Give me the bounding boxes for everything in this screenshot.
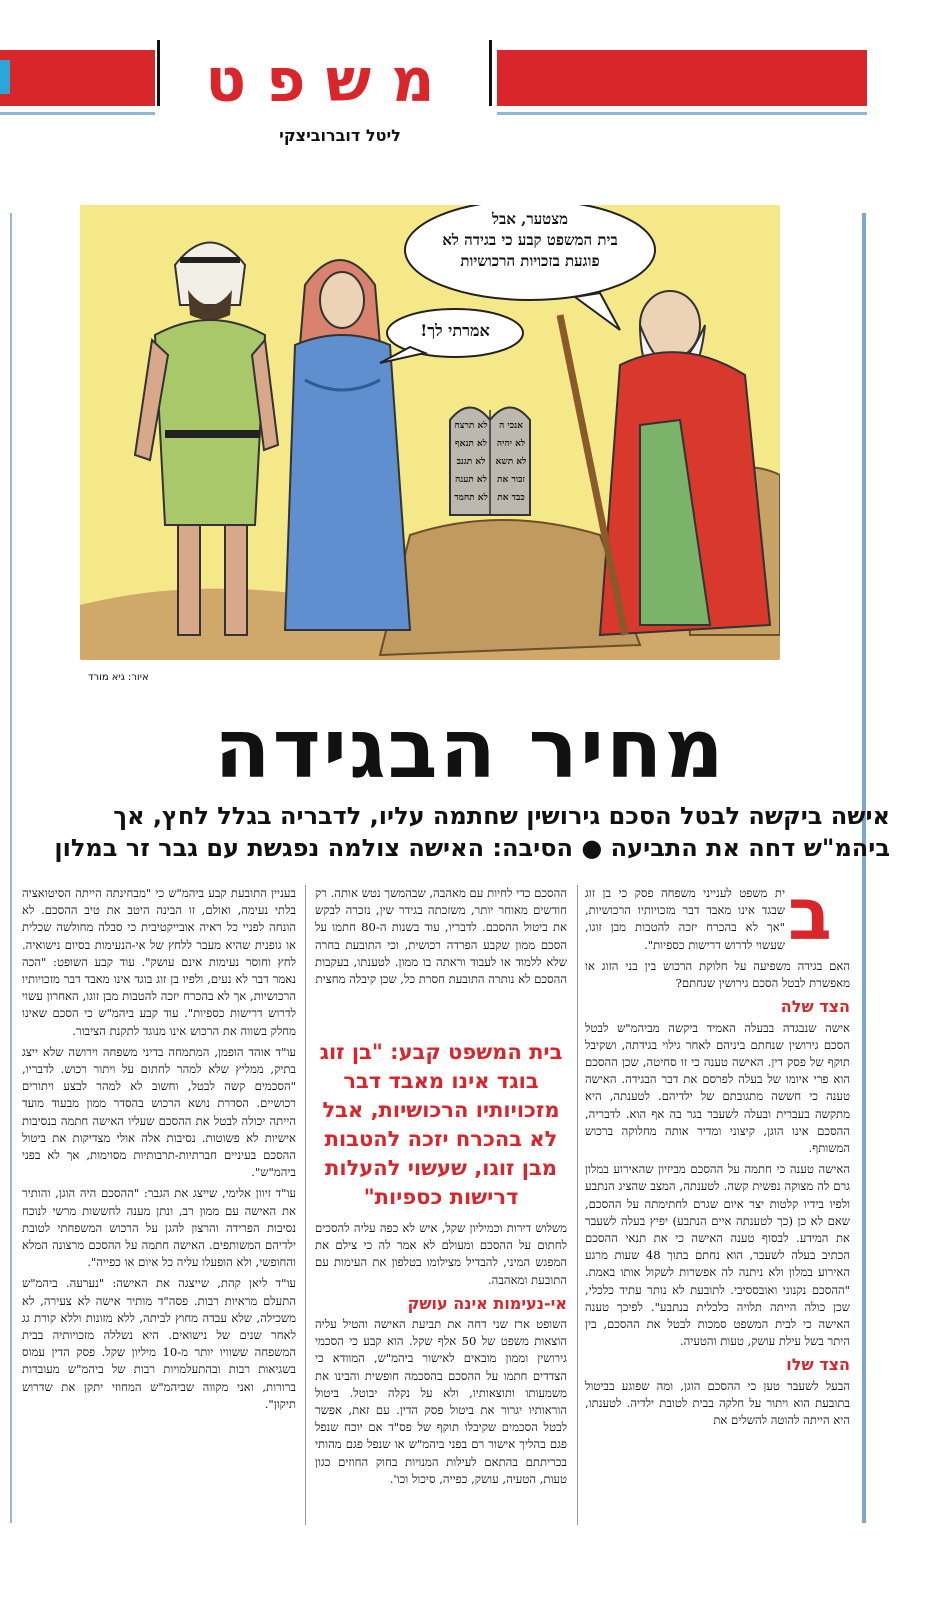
tablet-left: לא תרצח לא תנאף לא תגנב לא תענה לא תחמד [454,421,488,503]
author-byline: ליטל דוברוביצקי [279,126,401,145]
paragraph: אישה שנבגדה בבעלה האמיד ביקשה מביהמ"ש לבטל הסכם גירושין שנחתם ביניהם לאחר גילוי בגידתה, ושקיבל תוקף של פסק דין. האישה טענה כי זו סחיטה, שכן ההסכם הוא פרי איומו של בעלה לפרסם את דבר הבגידה. האישה טענה כי חששה מתגובתם של ילדיהם. לטענתה, היא מתקשה בעברית ובעלה לשעבר בגר בה אף הוא. לדבריה, ההסכם אינו הוגן, קיצוני ומדיר אותה מחלוקה ברכוש המשותף. [585,1020,850,1156]
paragraph: עו"ד זיוון אלימי, שייצג את הגבר: "ההסכם היה הוגן, והותיר את האישה עם ממון רב, ונתן מענה לחששות מרשי לנוכח נסיבות הפרידה והרצון להגן על הרכוש המשפחתי לטובת ילדיהם המשותפים. האישה חתמה על ההסכם מרצונה המלא והחופשי, ולא הופעלו עליה כל איום או כפייה". [22,1186,296,1270]
tablet-right: אנכי ה לא יהיה לא תשא זכור את כבד את [495,421,527,503]
cartoon-drawing [80,205,780,660]
drop-cap: ב [788,872,832,956]
paragraph: ית משפט לענייני משפחה פסק כי בן זוג שבגד אינו מאבד דבר מזכויותיו הרכושיות, "אך לא בהכרח יזכה להטבות מבן זוגו, שעשוי לדרוש דרישות כספיות". [585,886,785,952]
moses-speech-line2: בית המשפט קבע כי בגידה לא [442,231,618,249]
subhead-line1: אישה ביקשה לבטל הסכם גירושין שחתמה עליו, לדבריה בגלל לחץ, אך [113,802,890,830]
article-column-1-intro [585,885,785,954]
paragraph: עו"ד ליאן קהת, שייצגה את האישה: "נערעה. ביהמ"ש התעלם מראיות רבות. פסה"ד מותיר אישה לא צעירה, לא משכילה, שלא עבדה מחוץ לביתה, ללא מזונות וללא קורת גג לאחר שנים של נישואים. היא נשללה מזכויותיה בבית המשפחה ששוויו יותר מ-10 מיליון שקל. פסק הדין עמוס בשגיאות רבות ובהתעלמויות רבות של ביהמ"ש מעובדות ברורות, ואני מקווה שביהמ"ש המחוזי יתקן את שדרוש תיקון". [22,1276,297,1411]
paragraph: האישה טענה כי חתמה על ההסכם מביזיון שהאירוע במלון גרם לה מצוקה נפשית קשה. לטענתה, המצב שהציג הנתבע ולפיו בידיו קלטות יצר איום שגרם לחתימתה על ההסכם, שאם לא כן (כך לטענתה איים הנתבע) יפיץ בעלה לשעבר את המידע. לבסוף טענה האישה כי את תנאי ההסכם הכתיב בעלה לשעבר, הוא נחתם בתוך 48 שעות מרגע האירוע במלון ולא ניתנה לה אפשרות לשקול אותו באמת. "ההסכם נקנוני ואובססיבי. לתובעת לא נותר עתיד כלכלי, שכן כולה הייתה תלויה כלכלית בנתבע". לפיכך טענה האישה כי לבית המשפט סמכות לבטל את ההסכם, בין היתר בשל עילת עושק, טעות והטעיה. [585,1162,850,1349]
paragraph: האם בגידה משפיעה על חלוקת הרכוש בין בני הזוג או מאפשרת לבטל הסכם גירושין שנחתם? [585,959,850,991]
subheading-ruling: אי-נעימות אינה עושק [407,1293,567,1313]
paragraph: משלוש דירות וכמיליון שקל, איש לא כפה עליה להסכים לחתום על ההסכם ומעולם לא אמר לה כי צילם את המפגש המיני, להבדיל מצילומו בטלפון את העימות עם התובעת ומאהבה. [315,1221,567,1287]
masthead-divider-right [489,40,492,106]
paragraph: ההסכם כדי לחיות עם מאהבה, שבהמשך נטש אותה. רק חודשים מאוחר יותר, משזכתה בגידר שין, נזכרה לבקש את ביטול ההסכם. לדבריו, עוד בשנות ה-80 חתמו על הסכם ממון שקבע הפרדה רכושית, וכי התובעת בחרה שלא ללמוד או לעבוד וראתה בו ממון. לטענתו, בעקבות ההסכם לא נותרה התובעת חסרת כל, שכן קיבלה מחצית [315,886,567,987]
paragraph: השופט ארז שני דחה את תביעת האישה והטיל עליה הוצאות משפט של 50 אלף שקל. הוא קבע כי הסכמי גירושין וממון מובאים לאישור ביהמ"ש, המוודא כי הצדדים חתמו על ההסכם בהסכמה חופשית והבינו את משמעותו ותוצאותיו, ולא על נקלה יבוטל. ביטול הוראותיו יגרור את ביטול פסק הדין. עם זאת, אפשר לבטל הסכמים שקיבלו תוקף של פס"ד אם יוכח שנפל פגם בהליך אישור רם בפני ביהמ"ש או שנפל פגם מהותי בכריתתם בהתאם לעילות המנויות בחוק החוזים כגון טעות, הטעיה, עושק, כפייה, סיכול וכו'. [315,1317,567,1486]
subheading-her-side: הצד שלה [780,997,850,1017]
article-column-2 [315,1220,567,1488]
column-separator-1 [577,885,578,1525]
subhead-line2: ביהמ"ש דחה את התביעה ● הסיבה: האישה צולמה נפגשת עם גבר זר במלון [54,834,890,862]
masthead-divider-left [157,40,160,106]
masthead-bar-right [497,50,867,106]
illustration-credit: איור: גיא מורד [88,672,149,683]
moses-speech-line1: מצטער, אבל [492,210,568,228]
cartoon-illustration [80,205,780,660]
article-column-3 [22,885,296,1413]
moses-speech-line3: פוגעת בזכויות הרכושיות [460,252,600,270]
paragraph: עו"ד אוהד הופמן, המתמחה בדיני משפחה וירושה שלא ייצג בתיק, ממליץ שלא למהר לחתום על ויתור רכוש. לדבריו, "הסכמים קשה לבטל, וחשוב לא למהר לבצע ויתורים רכושיים. הסדרת נושא הרכוש בהסדר ממון מבעוד מועד הייתה יכולה לבטל את ההסכם שעליו האישה חתמה בנסיבות אישיות לא פשוטות. נסיבות אלה אולי מצדיקות את ביטול ההסכם בעיניים חברתיות-תרבותיות מסוימות, אך לא בפני ביהמ"ש". [22,1044,296,1180]
section-title: משפט [205,46,455,116]
article-column-1 [585,958,850,1429]
column-separator-2 [305,885,306,1525]
page-tab-marker [0,60,10,94]
headline: מחיר הבגידה [214,702,726,797]
subheading-his-side: הצד שלו [786,1355,850,1375]
pull-quote: בית המשפט קבע: "בן זוג בוגד אינו מאבד דבר מזכויותיו הרכושיות, אבל לא בהכרח יזכה להטבות מבן זוגו, שעשוי להעלות דרישות כספיות" [319,1040,563,1209]
masthead-line-right [497,112,867,115]
woman-speech: אמרתי לך! [420,321,490,340]
paragraph: בעניין התובעת קבע ביהמ"ש כי "מבחינתה הייתה הסיטואציה בלתי נעימה, ואולם, זו הבינה היטב את טיב ההסכם. לא הונחה לפניי כל ראיה אובייקטיבית כי סבלה מחולשה שכלית או גופנית שהיא מעבר ללחץ של אי-הנעימות בסיום נישואיה. לחץ וחוסר נעימות אינם עושק". עוד קבע השופט: "הכה נאמר דבר לא נעים, ולפיו בן זוג בוגד אינו מאבד דבר מזכויותיו הרכושיות, אך לא בהכרח יזכה להטבות מבן זוגו, האחרון עשוי לדרוש דרישות כספיות". עוד קבע ביהמ"ש כי הסכם שאינו מחלק בשווה את הרכוש אינו מנוגד לתקנת הציבור. [22,886,296,1038]
masthead-line-left [0,112,155,115]
paragraph: הבעל לשעבר טען כי ההסכם הוגן, ומה שפוגע בביטול בתובעת הוא ויתור על חלקה בבית לטובת ילדיה. לטענתו, היא הייתה להוטה להשלים את [585,1378,850,1428]
masthead-bar-left [0,50,155,106]
right-frame-line [862,213,866,1523]
left-frame-line [10,213,12,1523]
article-column-2-top [315,885,567,988]
